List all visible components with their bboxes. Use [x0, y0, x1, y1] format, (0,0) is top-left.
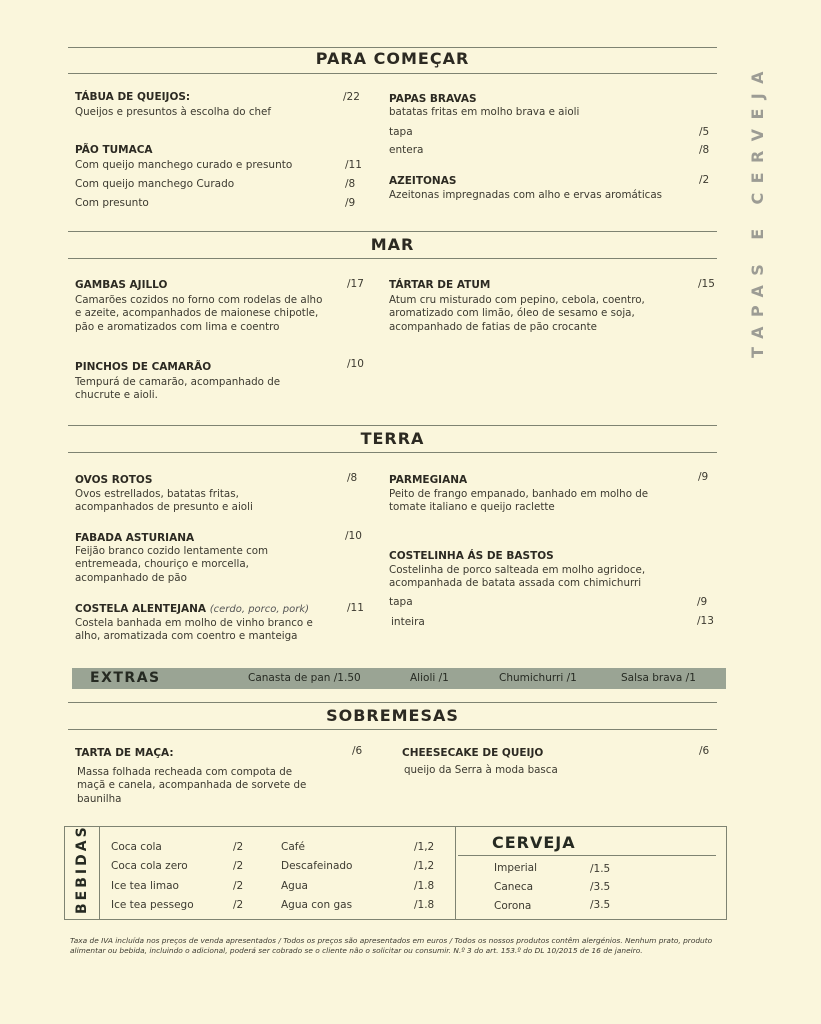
- beer-name: Corona: [494, 900, 532, 912]
- item-desc-cheesecake: queijo da Serra à moda basca: [404, 764, 558, 776]
- item-desc-azeitonas: Azeitonas impregnadas com alho e ervas aromáticas: [389, 189, 663, 201]
- item-name-cheesecake: CHEESECAKE DE QUEIJO: [402, 747, 544, 759]
- drink-price: /1,2: [414, 841, 435, 853]
- option-label: entera: [389, 144, 424, 156]
- item-price-gambas: /17: [347, 278, 364, 290]
- footer-legal-note: Taxa de IVA incluída nos preços de venda apresentados / Todos os preços são apresentados em euros / Todos os nossos produtos contêm alergénios. Nenhum prato, produto alimentar ou bebida, incluindo o adicional, poderá ser cobrado se o cliente não o solicitar ou consumir. N.º 3 do art. 153.º do DL 10/2015 de 16 de janeiro.: [70, 936, 713, 955]
- item-desc-gambas: Camarões cozidos no forno com rodelas de alho e azeite, acompanhados de maionese chipotle, pão e aromatizados com lima e coentro: [75, 294, 323, 333]
- divider: [68, 452, 717, 453]
- drink-name: Café: [281, 841, 305, 853]
- drink-price: /2: [233, 899, 244, 911]
- divider: [68, 47, 717, 48]
- item-name-costelinha: COSTELINHA ÁS DE BASTOS: [389, 550, 554, 562]
- beer-price: /3.5: [590, 899, 611, 911]
- extras-item: Chumichurri /1: [499, 672, 577, 684]
- item-name-costela: [75, 603, 309, 615]
- item-price-pinchos: /10: [347, 358, 364, 370]
- drink-name: Coca cola zero: [111, 860, 188, 872]
- divider: [68, 73, 717, 74]
- item-price-fabada: /10: [345, 530, 362, 542]
- cerveja-title: CERVEJA: [492, 833, 576, 852]
- item-name-fabada: FABADA ASTURIANA: [75, 532, 195, 544]
- drink-name: Agua con gas: [281, 899, 353, 911]
- drink-price: /2: [233, 841, 244, 853]
- drink-price: /1,2: [414, 860, 435, 872]
- item-desc-ovos: Ovos estrellados, batatas fritas, acompanhados de presunto e aioli: [75, 488, 253, 514]
- cerveja-divider: [455, 827, 456, 919]
- drink-price: /2: [233, 860, 244, 872]
- bebidas-label-cell: [65, 824, 100, 919]
- drink-price: /1.8: [414, 880, 435, 892]
- section-title-sobremesas: SOBREMESAS: [326, 706, 459, 725]
- side-title-text: TAPAS E CERVEJA: [748, 62, 767, 358]
- item-desc-fabada: Feijão branco cozido lentamente com entremeada, chouriço e morcella, acompanhado de pão: [75, 545, 269, 584]
- option-price: /9: [345, 197, 356, 209]
- section-title-mar: MAR: [370, 235, 415, 254]
- item-desc-tarta: Massa folhada recheada com compota de maçã e canela, acompanhada de sorvete de baunilha: [77, 766, 307, 805]
- option-label: tapa: [389, 596, 413, 608]
- drink-name: Coca cola: [111, 841, 162, 853]
- option-label: inteira: [391, 616, 425, 628]
- divider: [68, 425, 717, 426]
- option-price: /11: [345, 159, 362, 171]
- item-name-tarta: TARTA DE MAÇA:: [75, 747, 174, 759]
- item-price-parmegiana: /9: [698, 471, 709, 483]
- item-name-tartar: TÁRTAR DE ATUM: [389, 279, 491, 291]
- drink-price: /2: [233, 880, 244, 892]
- beer-price: /3.5: [590, 881, 611, 893]
- item-desc-parmegiana: Peito de frango empanado, banhado em molho de tomate italiano e queijo raclette: [389, 488, 649, 514]
- section-title-para-comecar: PARA COMEÇAR: [315, 49, 470, 68]
- item-price-tarta: /6: [352, 745, 363, 757]
- item-desc-costela: Costela banhada em molho de vinho branco e alho, aromatizada com coentro e manteiga: [75, 617, 313, 643]
- beer-price: /1.5: [590, 863, 611, 875]
- extras-item: Canasta de pan /1.50: [248, 672, 361, 684]
- beer-name: Imperial: [494, 862, 538, 874]
- beer-name: Caneca: [494, 881, 534, 893]
- item-price-tartar: /15: [698, 278, 715, 290]
- option-label: Com queijo manchego curado e presunto: [75, 159, 293, 171]
- item-name-pinchos: PINCHOS DE CAMARÃO: [75, 361, 212, 373]
- item-price-cheesecake: /6: [699, 745, 710, 757]
- drinks-box: [64, 826, 727, 920]
- item-desc-tartar: Atum cru misturado com pepino, cebola, coentro, aromatizado com limão, óleo de sesamo e soja, acompanhado de fatias de pão crocante: [389, 294, 645, 333]
- extras-bar: [72, 668, 726, 689]
- bebidas-title: BEBIDAS: [74, 824, 90, 914]
- option-price: /8: [699, 144, 710, 156]
- option-price: /5: [699, 126, 710, 138]
- option-price: /8: [345, 178, 356, 190]
- item-price-azeitonas: /2: [699, 174, 710, 186]
- item-price-costela: /11: [347, 602, 364, 614]
- item-name-parmegiana: PARMEGIANA: [389, 474, 468, 486]
- divider: [68, 702, 717, 703]
- option-price: /13: [697, 615, 714, 627]
- item-price-ovos: /8: [347, 472, 358, 484]
- divider: [68, 729, 717, 730]
- item-name-azeitonas: AZEITONAS: [389, 175, 457, 187]
- option-price: /9: [697, 596, 708, 608]
- item-desc-pinchos: Tempurá de camarão, acompanhado de chucrute e aioli.: [75, 376, 281, 402]
- divider: [68, 258, 717, 259]
- item-price-tabua: /22: [343, 91, 360, 103]
- item-desc-papas: batatas fritas em molho brava e aioli: [389, 106, 580, 118]
- option-label: tapa: [389, 126, 413, 138]
- section-title-terra: TERRA: [360, 429, 425, 448]
- item-name-pao: PÃO TUMACA: [75, 144, 153, 156]
- costela-note: (cerdo, porco, pork): [209, 604, 310, 615]
- option-label: Com presunto: [75, 197, 149, 209]
- drink-name: Ice tea pessego: [111, 899, 194, 911]
- drink-name: Descafeinado: [281, 860, 353, 872]
- option-label: Com queijo manchego Curado: [75, 178, 235, 190]
- item-name-papas: PAPAS BRAVAS: [389, 93, 477, 105]
- extras-item: Salsa brava /1: [621, 672, 696, 684]
- drink-name: Agua: [281, 880, 308, 892]
- extras-item: Alioli /1: [410, 672, 449, 684]
- item-name-ovos: OVOS ROTOS: [75, 474, 153, 486]
- item-desc-tabua: Queijos e presuntos à escolha do chef: [75, 106, 271, 118]
- extras-title: EXTRAS: [90, 670, 161, 686]
- item-name-gambas: GAMBAS AJILLO: [75, 279, 168, 291]
- costela-name: COSTELA ALENTEJANA: [75, 603, 207, 615]
- drink-name: Ice tea limao: [111, 880, 179, 892]
- drink-price: /1.8: [414, 899, 435, 911]
- item-desc-costelinha: Costelinha de porco salteada em molho agridoce, acompanhada de batata assada com chimichurri: [389, 564, 646, 590]
- divider: [458, 855, 716, 856]
- divider: [68, 231, 717, 232]
- item-name-tabua: TÁBUA DE QUEIJOS:: [75, 91, 191, 103]
